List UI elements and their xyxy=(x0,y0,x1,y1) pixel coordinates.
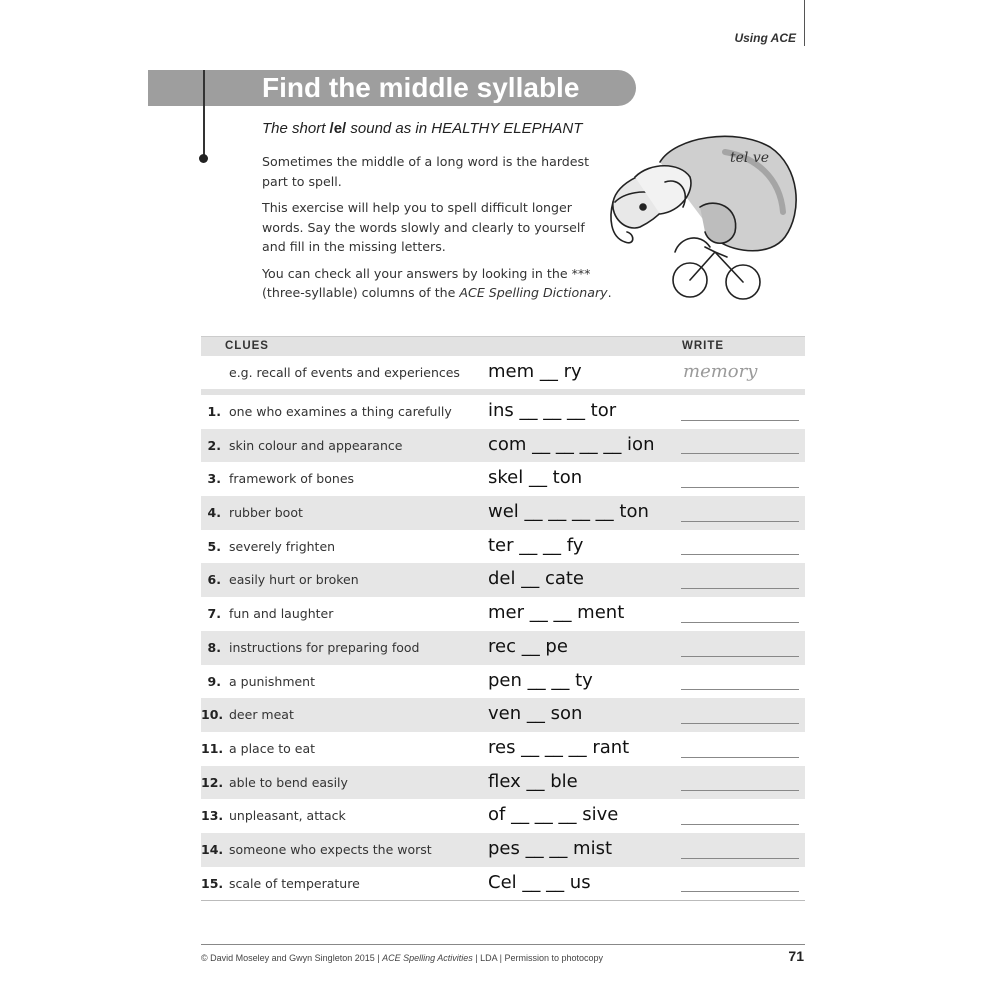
table-row: 11. a place to eat res __ __ __ rant xyxy=(201,732,805,766)
sound-symbol: /e/ xyxy=(329,120,347,137)
margin-line xyxy=(203,70,205,158)
table-row: 15. scale of temperature Cel __ __ us xyxy=(201,867,805,901)
table-row: 3. framework of bones skel __ ton xyxy=(201,462,805,496)
table-bottom-rule xyxy=(201,900,805,901)
footer-divider xyxy=(201,944,805,945)
answer-line[interactable] xyxy=(681,790,799,791)
answer-line[interactable] xyxy=(681,521,799,522)
header-divider xyxy=(804,0,805,46)
answer-line[interactable] xyxy=(681,656,799,657)
elephant-on-bicycle-illustration xyxy=(605,122,805,312)
example-clue: e.g. recall of events and experiences xyxy=(229,365,460,380)
answer-line[interactable] xyxy=(681,891,799,892)
answer-line[interactable] xyxy=(681,588,799,589)
answer-line[interactable] xyxy=(681,723,799,724)
exercise-table xyxy=(201,336,805,901)
instructions xyxy=(262,152,612,310)
table-row: 7. fun and laughter mer __ __ ment xyxy=(201,597,805,631)
table-row: 9. a punishment pen __ __ ty xyxy=(201,665,805,699)
answer-line[interactable] xyxy=(681,757,799,758)
intro-paragraph-2: This exercise will help you to spell difficult longer words. Say the words slowly and clearly to yourself and fill in the missing letters. xyxy=(262,200,585,254)
intro-paragraph-1: Sometimes the middle of a long word is the hardest part to spell. xyxy=(262,154,590,189)
header-write: WRITE xyxy=(682,340,725,352)
intro-paragraph-3: You can check all your answers by looking in the *** (three-syllable) columns of the ACE Spelling Dictionary. xyxy=(262,265,612,300)
table-row: 2. skin colour and appearance com __ __ __ __ ion xyxy=(201,429,805,463)
example-row xyxy=(201,356,805,389)
table-row: 5. severely frighten ter __ __ fy xyxy=(201,530,805,564)
answer-line[interactable] xyxy=(681,622,799,623)
answer-line[interactable] xyxy=(681,689,799,690)
answer-line[interactable] xyxy=(681,420,799,421)
table-row: 10. deer meat ven __ son xyxy=(201,698,805,732)
table-header xyxy=(201,336,805,356)
table-row: 6. easily hurt or broken del __ cate xyxy=(201,563,805,597)
table-row: 1. one who examines a thing carefully ins __ __ __ tor xyxy=(201,395,805,429)
example-word: mem __ ry xyxy=(488,361,582,382)
subtitle: The short /e/ sound as in HEALTHY ELEPHANT xyxy=(262,120,583,137)
header-clues: CLUES xyxy=(225,340,269,352)
section-label: Using ACE xyxy=(734,31,796,45)
table-row: 13. unpleasant, attack of __ __ __ sive xyxy=(201,799,805,833)
table-row: 14. someone who expects the worst pes __ __ mist xyxy=(201,833,805,867)
answer-line[interactable] xyxy=(681,554,799,555)
example-answer: memory xyxy=(683,361,758,382)
svg-text:tel ve: tel ve xyxy=(730,150,770,166)
page-number: 71 xyxy=(788,948,804,964)
answer-line[interactable] xyxy=(681,453,799,454)
answer-line[interactable] xyxy=(681,858,799,859)
answer-line[interactable] xyxy=(681,487,799,488)
copyright-footer: © David Moseley and Gwyn Singleton 2015 | ACE Spelling Activities | LDA | Permission to photocopy xyxy=(201,953,604,963)
table-row: 8. instructions for preparing food rec __ pe xyxy=(201,631,805,665)
answer-line[interactable] xyxy=(681,824,799,825)
table-row: 12. able to bend easily flex __ ble xyxy=(201,766,805,800)
margin-dot xyxy=(199,154,208,163)
table-row: 4. rubber boot wel __ __ __ __ ton xyxy=(201,496,805,530)
page-title: Find the middle syllable xyxy=(262,72,580,103)
